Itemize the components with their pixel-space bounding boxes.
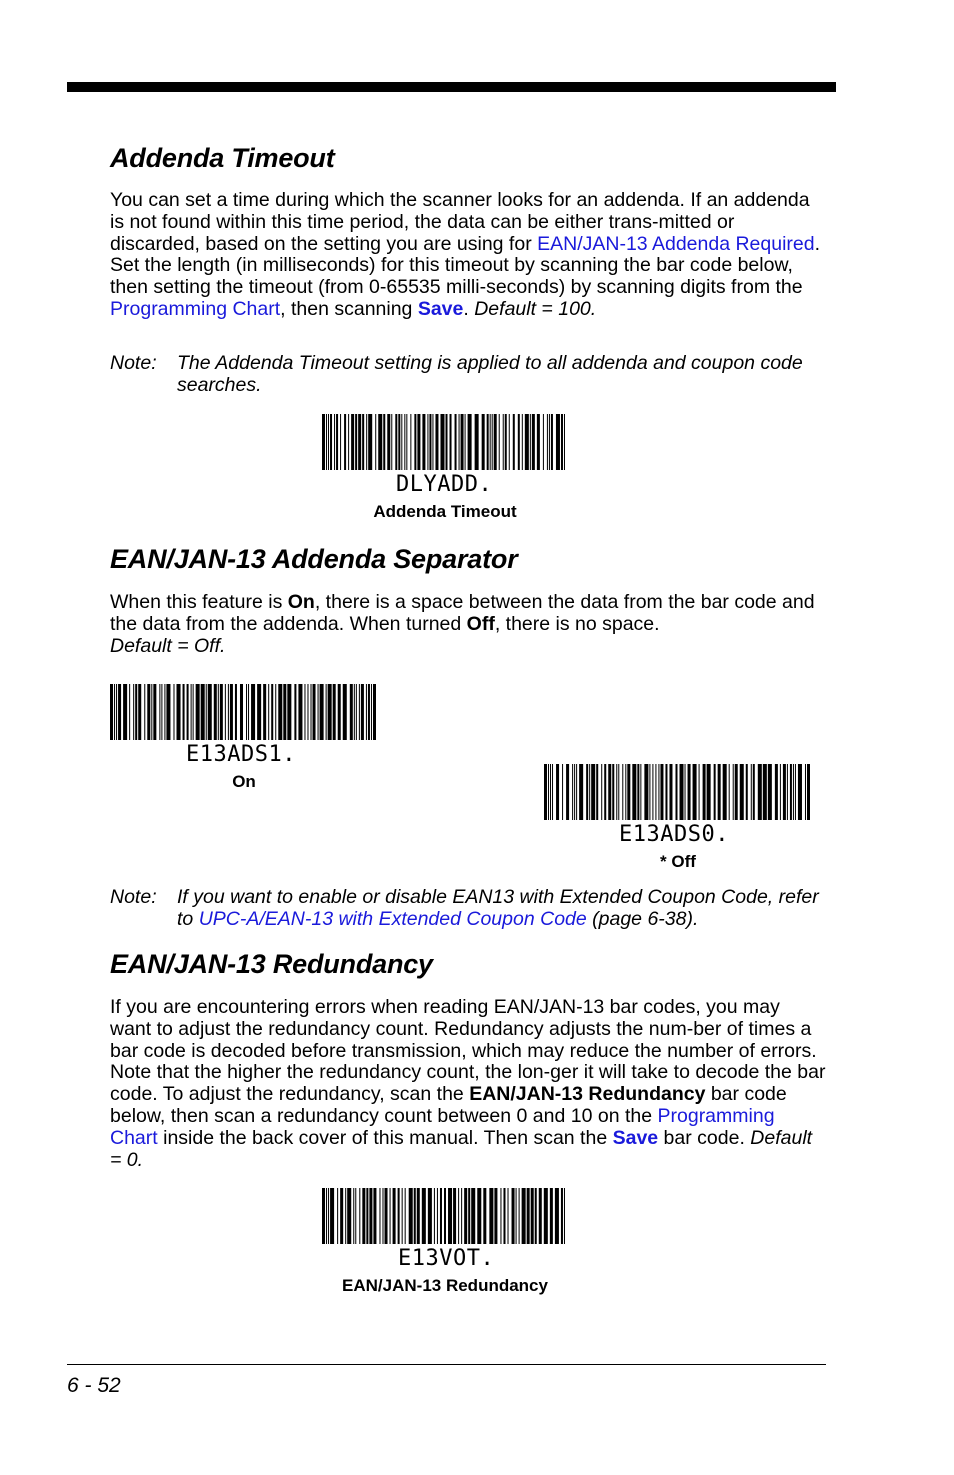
section-title-redundancy: EAN/JAN-13 Redundancy (110, 949, 433, 979)
barcode-bar (649, 764, 650, 820)
barcode-bar (714, 764, 716, 820)
barcode-bar (531, 1188, 534, 1244)
barcode-bar (151, 684, 152, 740)
barcode-bar (505, 414, 507, 470)
addenda-timeout-paragraph: You can set a time during which the scanner looks for an addenda. If an addenda is not found within this time period, the data can be either trans-mitted or discarded, based on the setting you are using for EAN/JAN-13 Addenda Required. Set the length (in milliseconds) for this timeout by scanning the bar code below, then setting the timeout (from 0-65535 milli-seconds) by scanning digits from the Programming Chart, then scanning Save. Default = 100. (110, 189, 821, 320)
barcode-bar (350, 684, 353, 740)
barcode-bars (322, 1188, 568, 1244)
barcode-bar (807, 764, 810, 820)
barcode-bar (368, 684, 370, 740)
barcode-caption: Addenda Timeout (373, 502, 517, 521)
barcode-bar (382, 1188, 383, 1244)
barcode-bar (500, 1188, 501, 1244)
barcode-bar (393, 1188, 396, 1244)
barcode-bar (475, 414, 479, 470)
barcode-bar (494, 1188, 497, 1244)
barcode-bar (492, 414, 493, 470)
barcode-bar (348, 414, 349, 470)
barcode-caption: On (232, 772, 256, 791)
barcode-bar (187, 684, 189, 740)
barcode-bar (206, 684, 207, 740)
barcode-bar (366, 1188, 368, 1244)
barcode-bar (428, 1188, 432, 1244)
default-value: Default = Off. (110, 634, 226, 657)
barcode-bar (477, 1188, 481, 1244)
barcode-bar (328, 414, 329, 470)
ean-jan-13-addenda-required-link[interactable]: EAN/JAN-13 Addenda Required (537, 232, 815, 255)
barcode-bar (530, 414, 531, 470)
barcode-bar (512, 1188, 515, 1244)
barcode-bar (787, 764, 788, 820)
barcode-bar (434, 1188, 435, 1244)
barcode-bar (790, 764, 792, 820)
barcode-bar (225, 684, 226, 740)
barcode-bar (410, 414, 411, 470)
barcode-bar (432, 414, 433, 470)
barcode-bar (371, 684, 372, 740)
barcode-bar (459, 414, 460, 470)
barcode-bar (385, 1188, 388, 1244)
barcode-bar (618, 764, 619, 820)
barcode-bar (723, 764, 727, 820)
extended-coupon-note: Note: If you want to enable or disable EAN13 with Extended Coupon Code, refer to UPC-A/EAN-13 with Extended Coupon Code (page 6-38). (110, 886, 819, 930)
barcode-bar (612, 764, 614, 820)
barcode-bar (448, 1188, 452, 1244)
barcode-bar (395, 414, 397, 470)
header-rule (67, 82, 836, 92)
barcode-bar (552, 764, 553, 820)
addenda-timeout-note: Note: The Addenda Timeout setting is applied to all addenda and coupon code searches. (110, 352, 803, 396)
barcode-bar (601, 764, 602, 820)
barcode-bar (551, 414, 553, 470)
barcode-bar (548, 764, 549, 820)
barcode-bar (318, 684, 319, 740)
barcode-bar (129, 684, 130, 740)
barcode-bar (368, 414, 372, 470)
redundancy-paragraph: If you are encountering errors when reading EAN/JAN-13 bar codes, you may want to adjust the redundancy count. Redundancy adjusts the num-ber of times a bar code is decoded before transmission, which may reduce the number of errors. Note that the higher the redundancy count, the lon-ger it will take to decode the bar code. To adjust the redundancy, scan the EAN/JAN-13 Redundancy bar code below, then scan a redundancy count between 0 and 10 on the Programming Chart inside the back cover of this manual. Then scan the Save bar code. Default = 0. (110, 996, 826, 1171)
barcode-bar (340, 414, 341, 470)
barcode-bar (110, 684, 113, 740)
barcode-bar (406, 414, 407, 470)
barcode-bar (503, 414, 504, 470)
barcode-bar (135, 684, 137, 740)
barcode-bar (354, 684, 355, 740)
barcode-bar (159, 684, 160, 740)
barcode-label: E13ADS1. (186, 742, 296, 767)
barcode-bar (133, 684, 134, 740)
barcode-bar (366, 414, 367, 470)
barcode-bar (177, 684, 181, 740)
barcode-bar (591, 764, 595, 820)
barcode-bar (763, 764, 767, 820)
barcode-bar (398, 1188, 400, 1244)
barcode-bar (404, 414, 405, 470)
barcode-bar (328, 1188, 329, 1244)
barcode-bar (373, 684, 376, 740)
barcode-bar (378, 414, 382, 470)
barcode-bar (402, 1188, 403, 1244)
barcode-bar (658, 764, 659, 820)
barcode-bar (322, 1188, 325, 1244)
barcode-bar (214, 684, 217, 740)
barcode-bar (345, 1188, 346, 1244)
barcode-bar (693, 764, 697, 820)
barcode-bar (347, 1188, 351, 1244)
barcode-bar (640, 764, 641, 820)
default-value: Default = 0. (110, 1126, 813, 1171)
barcode-bar (751, 764, 752, 820)
barcode-bar (699, 764, 700, 820)
barcode-bar (240, 684, 243, 740)
barcode-bar (328, 684, 332, 740)
barcode-bar (248, 684, 249, 740)
barcode-bar (775, 764, 778, 820)
barcode-bar (401, 414, 402, 470)
barcode-bar (114, 684, 115, 740)
barcode-bar (435, 414, 438, 470)
barcode-bar (718, 764, 721, 820)
barcode-bar (461, 414, 464, 470)
barcode-caption: EAN/JAN-13 Redundancy (342, 1276, 548, 1295)
save-link[interactable]: Save (417, 297, 464, 320)
barcode-bar (446, 414, 448, 470)
barcode-bar (549, 414, 550, 470)
barcode-bar (422, 414, 425, 470)
barcode-bar (218, 684, 219, 740)
barcode-bar (230, 684, 233, 740)
barcode-bar (201, 684, 205, 740)
barcode-bar (196, 684, 200, 740)
barcode-bar (468, 414, 472, 470)
barcode-bar (572, 764, 573, 820)
barcode-bar (391, 414, 392, 470)
barcode-bar (268, 684, 269, 740)
barcode-bar (637, 764, 639, 820)
barcode-bar (707, 764, 711, 820)
barcode-bar (326, 414, 327, 470)
barcode-separator-off[interactable] (544, 764, 810, 820)
barcode-bar (489, 1188, 493, 1244)
barcode-bar (307, 684, 308, 740)
programming-chart-link[interactable]: Programming Chart (110, 297, 281, 320)
footer-rule (67, 1364, 826, 1365)
barcode-bar (356, 684, 357, 740)
barcode-bar (183, 684, 185, 740)
barcode-bar (340, 1188, 343, 1244)
barcode-bar (161, 684, 162, 740)
barcode-bar (798, 764, 802, 820)
section-title-addenda-timeout: Addenda Timeout (110, 143, 335, 173)
barcode-bar (527, 1188, 530, 1244)
barcode-bar (464, 1188, 467, 1244)
barcode-bar (304, 684, 305, 740)
barcode-bar (579, 764, 583, 820)
barcode-bar (326, 1188, 327, 1244)
barcode-bar (458, 1188, 459, 1244)
barcode-bar (355, 414, 357, 470)
barcode-bar (562, 764, 563, 820)
barcode-bar (556, 764, 559, 820)
barcode-bar (465, 414, 466, 470)
barcode-bar (494, 414, 497, 470)
barcode-bars (322, 414, 568, 470)
barcode-bar (561, 414, 563, 470)
section-title-addenda-separator: EAN/JAN-13 Addenda Separator (110, 544, 518, 574)
barcode-bar (138, 684, 141, 740)
barcode-bar (508, 1188, 509, 1244)
barcode-caption: * Off (660, 852, 696, 871)
barcode-bar (574, 764, 575, 820)
barcode-bar (313, 684, 316, 740)
barcode-bar (144, 684, 145, 740)
barcode-bar (539, 1188, 542, 1244)
barcode-bar (522, 414, 523, 470)
barcode-bar (437, 1188, 438, 1244)
barcode-bar (228, 684, 229, 740)
barcode-separator-on[interactable] (110, 684, 376, 740)
barcode-bar (361, 684, 364, 740)
barcode-bar (414, 414, 416, 470)
barcode-bar (625, 764, 626, 820)
barcode-bar (355, 1188, 356, 1244)
barcode-bar (576, 764, 577, 820)
barcode-bar (359, 1188, 360, 1244)
barcode-bar (343, 684, 347, 740)
barcode-redundancy[interactable] (322, 1188, 568, 1244)
barcode-bar (525, 414, 529, 470)
barcode-bar (703, 764, 706, 820)
barcode-bar (685, 764, 686, 820)
barcode-bar (644, 764, 648, 820)
barcode-bar (793, 764, 794, 820)
barcode-bar (550, 1188, 553, 1244)
barcode-bar (680, 764, 684, 820)
barcode-bar (322, 414, 325, 470)
barcode-bar (733, 764, 734, 820)
barcode-bar (208, 684, 212, 740)
barcode-bar (483, 1188, 486, 1244)
barcode-bar (547, 414, 548, 470)
barcode-bar (543, 414, 544, 470)
barcode-bar (375, 414, 376, 470)
barcode-bar (453, 1188, 456, 1244)
barcode-bar (519, 1188, 520, 1244)
barcode-bar (735, 764, 738, 820)
barcode-bar (287, 684, 291, 740)
barcode-bar (358, 414, 361, 470)
barcode-bar (414, 1188, 416, 1244)
barcode-bar (556, 414, 560, 470)
barcode-bar (246, 684, 247, 740)
barcode-bar (235, 684, 237, 740)
barcode-bar (516, 1188, 517, 1244)
barcode-bar (257, 684, 261, 740)
barcode-bar (589, 764, 590, 820)
barcode-bar (532, 414, 535, 470)
barcode-bar (513, 414, 515, 470)
barcode-bar (440, 414, 444, 470)
barcode-bar (669, 764, 672, 820)
barcode-bar (805, 764, 806, 820)
barcode-bar (561, 1188, 563, 1244)
barcode-bar (220, 684, 223, 740)
barcode-bar (344, 414, 346, 470)
barcode-bar (294, 684, 296, 740)
barcode-bar (351, 414, 354, 470)
barcode-addenda-timeout[interactable] (322, 414, 568, 470)
barcode-bar (147, 684, 150, 740)
barcode-bar (263, 684, 266, 740)
barcode-bar (166, 684, 170, 740)
barcode-bar (604, 764, 606, 820)
barcode-bar (655, 764, 656, 820)
barcode-bar (768, 764, 772, 820)
barcode-bar (422, 1188, 426, 1244)
barcode-bar (499, 414, 500, 470)
barcode-bar (429, 414, 431, 470)
barcode-bar (275, 684, 276, 740)
barcode-bar (336, 414, 338, 470)
barcode-bar (362, 414, 364, 470)
barcode-bar (795, 764, 796, 820)
barcode-bar (311, 684, 312, 740)
barcode-bar (450, 414, 452, 470)
barcode-bar (326, 684, 327, 740)
barcode-bar (753, 764, 755, 820)
barcode-bar (665, 764, 667, 820)
barcode-bar (482, 414, 485, 470)
barcode-bar (283, 684, 286, 740)
barcode-bar (271, 684, 273, 740)
barcode-bar (118, 684, 121, 740)
barcode-bar (461, 1188, 462, 1244)
barcode-bar (417, 1188, 420, 1244)
barcode-bar (373, 1188, 376, 1244)
default-value: Default = 100. (474, 297, 597, 320)
barcode-bar (173, 684, 174, 740)
barcode-bar (440, 1188, 442, 1244)
barcode-bar (366, 684, 367, 740)
barcode-bar (675, 764, 677, 820)
barcode-bar (652, 764, 653, 820)
barcode-label: DLYADD. (396, 472, 493, 497)
barcode-bar (471, 1188, 475, 1244)
barcode-bar (390, 1188, 391, 1244)
barcode-bar (353, 1188, 354, 1244)
barcode-bar (333, 684, 336, 740)
barcode-bar (632, 764, 636, 820)
barcode-bar (490, 414, 491, 470)
barcode-bar (320, 684, 324, 740)
barcode-bar (566, 764, 569, 820)
barcode-bar (522, 1188, 526, 1244)
barcode-bar (455, 414, 457, 470)
barcode-bar (153, 684, 156, 740)
barcode-bar (334, 414, 335, 470)
barcode-bar (564, 1188, 565, 1244)
barcode-bars (110, 684, 376, 740)
barcode-label: E13ADS0. (619, 822, 729, 847)
barcode-bar (337, 1188, 338, 1244)
barcode-bar (740, 764, 744, 820)
barcode-bar (338, 684, 341, 740)
barcode-bar (487, 414, 489, 470)
barcode-label: E13VOT. (398, 1246, 495, 1271)
barcode-bar (359, 684, 360, 740)
barcode-bar (688, 764, 691, 820)
barcode-bar (387, 414, 390, 470)
barcode-bar (123, 684, 127, 740)
barcode-bar (191, 684, 192, 740)
barcode-bar (503, 1188, 505, 1244)
page-number: 6 - 52 (67, 1374, 121, 1397)
barcode-bar (427, 414, 428, 470)
barcode-bar (509, 414, 510, 470)
barcode-bar (444, 1188, 446, 1244)
barcode-bar (616, 764, 617, 820)
barcode-bar (535, 1188, 537, 1244)
barcode-bar (746, 764, 748, 820)
barcode-bar (622, 764, 623, 820)
barcode-bar (729, 764, 730, 820)
barcode-bar (468, 1188, 470, 1244)
barcode-bar (330, 1188, 334, 1244)
barcode-bar (278, 684, 282, 740)
programming-chart-link[interactable]: Programming Chart (110, 1104, 775, 1149)
barcode-bar (379, 1188, 380, 1244)
barcode-bar (758, 764, 762, 820)
barcode-bar (586, 764, 588, 820)
save-link[interactable]: Save (612, 1126, 659, 1149)
barcode-bar (417, 414, 420, 470)
barcode-bar (780, 764, 781, 820)
barcode-bar (409, 1188, 413, 1244)
barcode-bar (660, 764, 663, 820)
upc-a-ean-13-extended-coupon-link[interactable]: UPC-A/EAN-13 with Extended Coupon Code (198, 907, 587, 930)
barcode-bar (362, 1188, 365, 1244)
barcode-bar (537, 414, 540, 470)
barcode-bar (298, 684, 302, 740)
barcode-bar (251, 684, 255, 740)
addenda-separator-paragraph: When this feature is On, there is a space between the data from the bar code and the data from the addenda. When turned Off, there is no space. Default = Off. (110, 591, 815, 657)
barcode-bar (330, 414, 332, 470)
barcode-bar (783, 764, 786, 820)
barcode-bar (193, 684, 194, 740)
barcode-bar (627, 764, 630, 820)
barcode-bar (544, 1188, 548, 1244)
barcode-bar (518, 414, 520, 470)
barcode-bar (596, 764, 598, 820)
barcode-bar (383, 414, 385, 470)
barcode-bar (564, 414, 565, 470)
barcode-bar (555, 1188, 559, 1244)
barcode-bar (164, 684, 165, 740)
barcode-bar (608, 764, 611, 820)
barcode-bar (369, 1188, 372, 1244)
barcode-bar (398, 414, 400, 470)
barcode-bars (544, 764, 810, 820)
barcode-bar (116, 684, 117, 740)
barcode-bar (550, 764, 551, 820)
barcode-bar (405, 1188, 406, 1244)
barcode-bar (544, 764, 547, 820)
